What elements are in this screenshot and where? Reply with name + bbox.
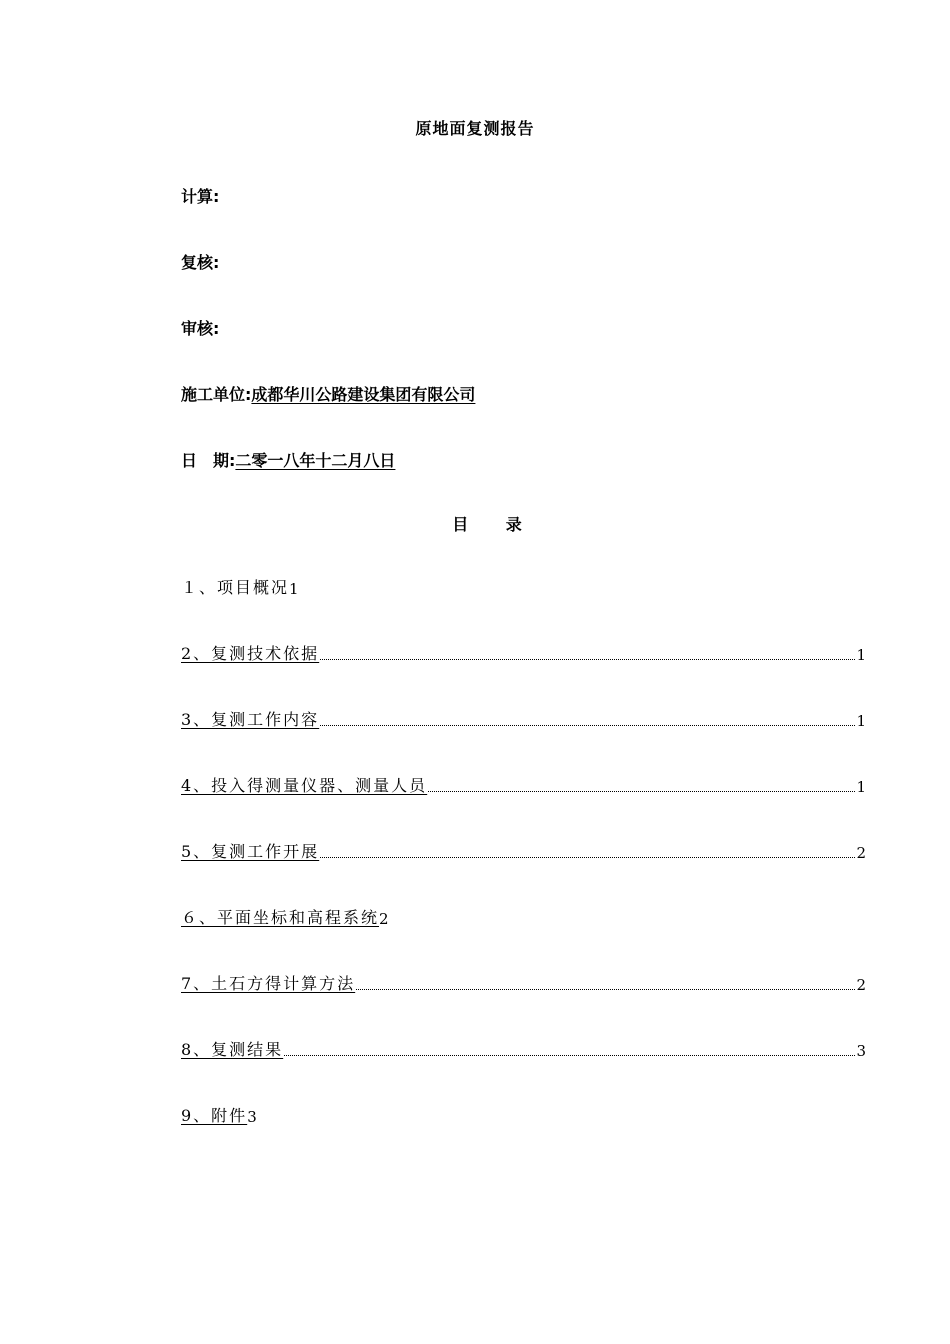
field-construction-unit	[181, 382, 475, 405]
toc-item-page: 1	[289, 580, 299, 598]
toc-item[interactable]	[181, 576, 299, 598]
toc-item-text: 7、土石方得计算方法	[181, 974, 356, 993]
field-label: 复核:	[181, 253, 220, 272]
field-date	[181, 448, 395, 471]
field-value: 成都华川公路建设集团有限公司	[251, 385, 476, 404]
toc-item-page: 3	[247, 1108, 257, 1126]
toc-item-text: 2、复测技术依据	[181, 644, 320, 663]
toc-leader-dots	[320, 856, 855, 858]
toc-leader-dots	[356, 988, 855, 990]
toc-item[interactable]	[181, 840, 866, 862]
toc-item[interactable]	[181, 1104, 257, 1126]
toc-item[interactable]	[181, 1038, 866, 1060]
toc-item-text: 9、附件	[181, 1106, 248, 1125]
toc-leader-dots	[428, 790, 855, 792]
toc-item[interactable]	[181, 774, 866, 796]
toc-item-page: 2	[856, 844, 866, 862]
field-label: 审核:	[181, 319, 220, 338]
field-review	[181, 250, 219, 273]
toc-leader-dots	[320, 724, 855, 726]
field-calculation	[181, 184, 219, 207]
toc-item-page: 1	[856, 778, 866, 796]
toc-item[interactable]	[181, 642, 866, 664]
toc-item-text: 4、投入得测量仪器、测量人员	[181, 776, 428, 795]
toc-title: 目 录	[452, 515, 538, 534]
field-label: 施工单位:	[181, 385, 252, 404]
field-audit	[181, 316, 219, 339]
toc-item-page: 2	[856, 976, 866, 994]
toc-item[interactable]	[181, 972, 866, 994]
toc-item[interactable]	[181, 708, 866, 730]
field-value: 二零一八年十二月八日	[235, 451, 396, 470]
field-label: 日 期:	[181, 451, 236, 470]
toc-item-text: 8、复测结果	[181, 1040, 284, 1059]
toc-item-page: 1	[856, 646, 866, 664]
document-title: 原地面复测报告	[415, 119, 535, 138]
toc-item-page: 1	[856, 712, 866, 730]
toc-item-text: ６、平面坐标和高程系统	[181, 908, 380, 927]
toc-item-page: 3	[856, 1042, 866, 1060]
toc-leader-dots	[284, 1054, 855, 1056]
toc-item[interactable]	[181, 906, 389, 928]
toc-item-text: 3、复测工作内容	[181, 710, 320, 729]
field-label: 计算:	[181, 187, 220, 206]
toc-item-text: １、项目概况	[181, 578, 290, 597]
toc-item-page: 2	[379, 910, 389, 928]
toc-item-text: 5、复测工作开展	[181, 842, 320, 861]
toc-leader-dots	[320, 658, 855, 660]
